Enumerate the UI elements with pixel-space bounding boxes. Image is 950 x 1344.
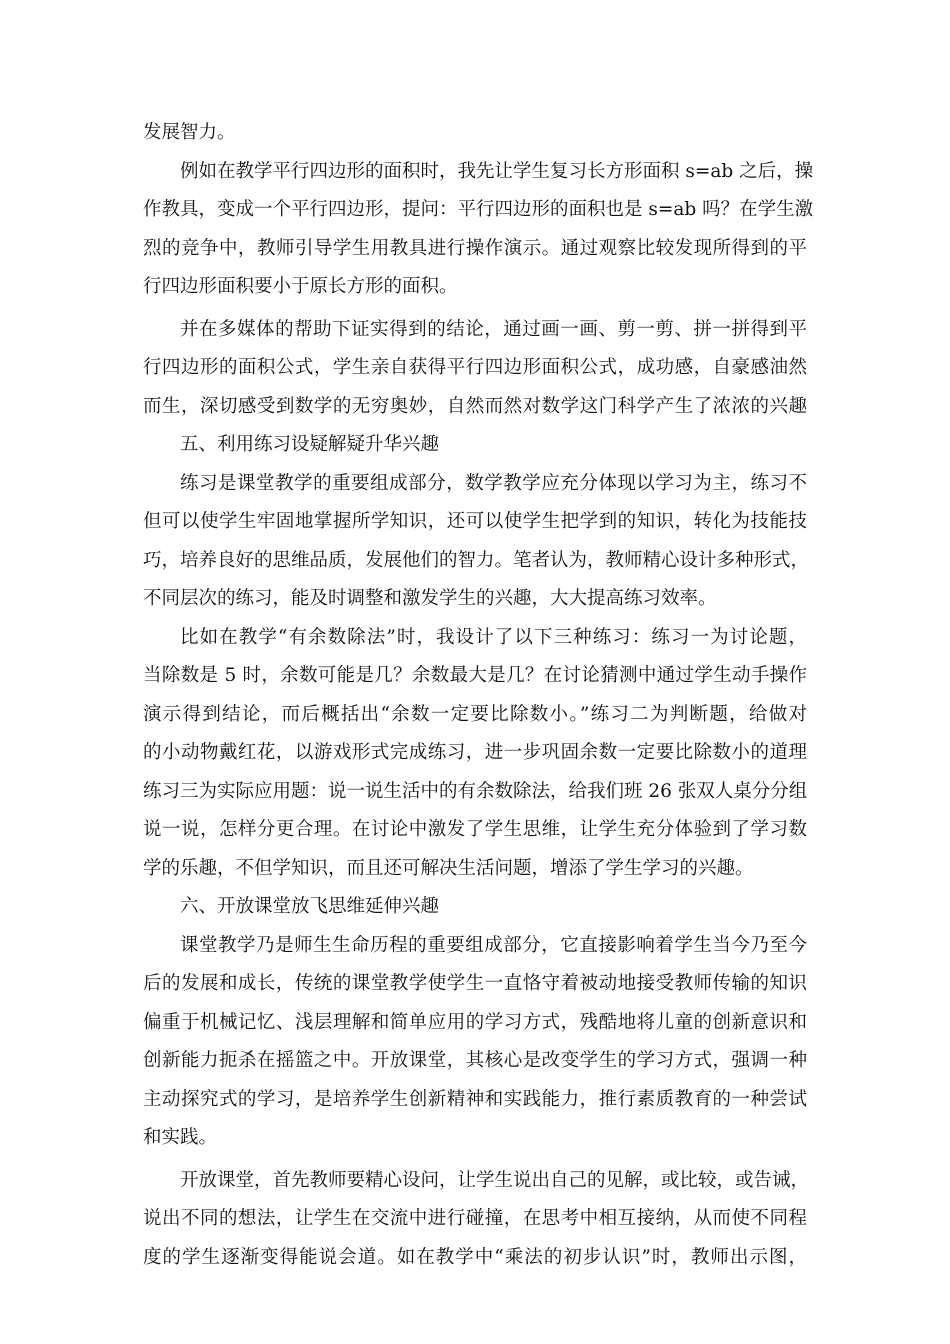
paragraph-line: 偏重于机械记忆、浅层理解和简单应用的学习方式，残酷地将儿童的创新意识和 (143, 1011, 807, 1033)
paragraph-line: 的小动物戴红花，以游戏形式完成练习，进一步巩固余数一定要比除数小的道理 (143, 742, 807, 763)
paragraph-line: 例如在教学平行四边形的面积时，我先让学生复习长方形面积 s=ab 之后，操 (180, 160, 814, 182)
paragraph-line: 练习是课堂教学的重要组成部分，数学教学应充分体现以学习为主，练习不 (180, 472, 807, 494)
paragraph-line: 和实践。 (143, 1127, 218, 1148)
paragraph-line: 课堂教学乃是师生生命历程的重要组成部分，它直接影响着学生当今乃至今 (180, 934, 807, 956)
section-heading: 六、开放课堂放飞思维延伸兴趣 (180, 896, 440, 917)
paragraph-line: 说一说，怎样分更合理。在讨论中激发了学生思维，让学生充分体验到了学习数 (143, 819, 807, 840)
paragraph-line: 创新能力扼杀在摇篮之中。开放课堂，其核心是改变学生的学习方式，强调一种 (143, 1050, 807, 1071)
section-heading: 五、利用练习设疑解疑升华兴趣 (180, 434, 440, 455)
paragraph-line: 开放课堂，首先教师要精心设问，让学生说出自己的见解，或比较，或告诫， (180, 1169, 810, 1191)
paragraph-line: 说出不同的想法，让学生在交流中进行碰撞，在思考中相互接纳，从而使不同程 (143, 1208, 807, 1229)
paragraph-line: 而生，深切感受到数学的无穷奥妙，自然而然对数学这门科学产生了浓浓的兴趣 (143, 395, 807, 417)
paragraph-line: 后的发展和成长，传统的课堂教学使学生一直恪守着被动地接受教师传输的知识 (143, 973, 807, 994)
paragraph-line: 当除数是 5 时，余数可能是几？余数最大是几？在讨论猜测中通过学生动手操作 (143, 665, 807, 686)
paragraph-line: 烈的竞争中，教师引导学生用教具进行操作演示。通过观察比较发现所得到的平 (143, 237, 807, 259)
document-page (143, 114, 814, 1277)
paragraph-line: 度的学生逐渐变得能说会道。如在教学中“乘法的初步认识”时，教师出示图， (143, 1246, 807, 1268)
paragraph-line: 演示得到结论，而后概括出“余数一定要比除数小。”练习二为判断题，给做对 (143, 703, 807, 725)
paragraph-line: 学的乐趣，不但学知识，而且还可解决生活问题，增添了学生学习的兴趣。 (143, 857, 754, 879)
paragraph-line: 行四边形的面积公式，学生亲自获得平行四边形面积公式，成功感，自豪感油然 (143, 357, 807, 378)
paragraph-line: 比如在教学“有余数除法”时，我设计了以下三种练习：练习一为讨论题， (180, 626, 807, 648)
paragraph-line: 不同层次的练习，能及时调整和激发学生的兴趣，大大提高练习效率。 (143, 588, 717, 609)
paragraph-line: 发展智力。 (143, 122, 236, 143)
paragraph-line: 主动探究式的学习，是培养学生创新精神和实践能力，推行素质教育的一种尝试 (143, 1088, 807, 1110)
paragraph-line: 巧，培养良好的思维品质，发展他们的智力。笔者认为，教师精心设计多种形式， (143, 549, 810, 571)
paragraph-line: 但可以使学生牢固地掌握所学知识，还可以使学生把学到的知识，转化为技能技 (143, 511, 807, 532)
paragraph-line: 行四边形面积要小于原长方形的面积。 (143, 276, 458, 297)
paragraph-line: 作教具，变成一个平行四边形，提问：平行四边形的面积也是 s=ab 吗？在学生激 (143, 199, 814, 220)
paragraph-line: 练习三为实际应用题：说一说生活中的有余数除法，给我们班 26 张双人桌分分组 (143, 780, 808, 802)
paragraph-line: 并在多媒体的帮助下证实得到的结论，通过画一画、剪一剪、拼一拼得到平 (180, 318, 807, 340)
